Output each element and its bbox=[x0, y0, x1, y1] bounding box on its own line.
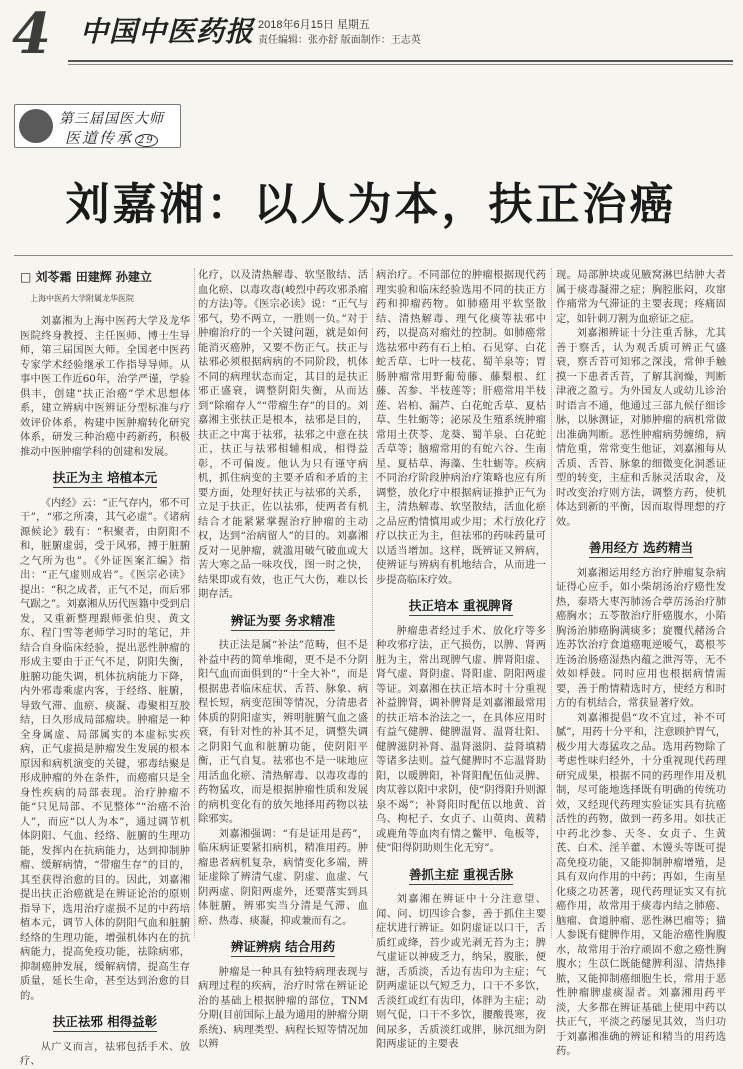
paragraph: 《内经》云：“正气存内，邪不可干”，“邪之所凑，其气必虚”。《诸病源候论》载有：“积聚者，由阴阳不和，脏腑虚弱，受于风邪，搏于脏腑之气所为也”。《外证医案汇编》指出：“正气虚则成岩”。《医宗必读》提出：“积之成者，正气不足，而后邪气踞之”。刘嘉湘从历代医籍中受到启发，又重新整理跟师张伯臾、黄文东、程门雪等老师学习时的笔记，并结合自身临床经验，提出恶性肿瘤的形成主要由于正气不足，阴阳失衡，脏腑功能失调，机体抗病能力下降，内外邪毒乘虚内客，于经络、脏腑，导致气滞、血瘀、痰凝、毒聚相互胶结，日久形成局部瘤块。肿瘤是一种全身属虚、局部属实的本虚标实疾病，正气虚损是肿瘤发生发展的根本原因和病机演变的关键，邪毒结聚是形成肿瘤的外在条件，而癌瘤只是全身性疾病的局部表现。治疗肿瘤不能“只见局部、不见整体”“治癌不治人”，而应“以人为本”，通过调节机体阴阳、气血、经络、脏腑的生理功能，发挥内在抗病能力，达到抑制肿瘤、缓解病情，“带瘤生存”的目的，其至获得治愈的目的。因此，刘嘉湘提出扶正治癌就是在辨证论治的原则指导下，选用治疗虚损不足的中药培植本元，调节人体的阴阳气血和脏腑经络的生理功能，增强机体内在的抗病能力，提高免疫功能，祛除病邪，抑制癌肿发展，缓解病情，提高生存质量，延长生命，甚至达到治愈的目的。 bbox=[20, 496, 191, 1002]
page-number: 4 bbox=[12, 1, 51, 67]
section-heading bbox=[376, 599, 546, 614]
header-rule-thin bbox=[68, 64, 733, 65]
article-column-1 bbox=[20, 314, 191, 1067]
section-heading-text: 扶正培本 重视脾肾 bbox=[409, 598, 513, 616]
article-title: 刘嘉湘：以人为本，扶正治癌 bbox=[65, 179, 677, 230]
paragraph: 刘嘉湘运用经方治疗肿瘤复杂病证得心应手，如小柴胡汤治疗癌性发热，泰塔大枣泻肺汤合葶苈汤治疗肺癌胸水；五苓散治疗肝癌腹水，小陷胸汤治肺癌胸满痰多；旋覆代赭汤合连苏饮治疗食道癌呃逆嗳气，葛根芩连汤治肠癌湿热内蕴之泄泻等，无不效如桴鼓。同时应用也根据病情需要，善于酌情精选时方，使经方和时方的有机结合，常获显著疗效。 bbox=[556, 566, 726, 709]
column-number: 29 bbox=[135, 134, 158, 147]
column-separator bbox=[551, 268, 552, 938]
issue-info bbox=[258, 18, 421, 48]
article-column-2 bbox=[198, 268, 368, 1050]
editors-line: 责任编辑：张亦舒 版面制作：王志英 bbox=[258, 35, 421, 46]
author-affiliation: 上海中医药大学附属龙华医院 bbox=[30, 294, 134, 303]
newspaper-masthead: 中国中医药报 bbox=[80, 15, 255, 48]
section-heading bbox=[20, 471, 190, 486]
section-heading-text: 扶正为主 培植本元 bbox=[53, 470, 157, 488]
paragraph: 刘嘉湘强调：“有是证用是药”，临床病证要紧扣病机，精准用药。肿瘤患者病机复杂，病情变化多端，辨证虚除了辨清气虚、阴虚、血虚、气阴两虚、阴阳两虚外，还要落实到具体脏腑，辨邪实当分清是气滞、血瘀、热毒、痰凝，抑或兼而有之。 bbox=[198, 827, 368, 927]
section-heading-text: 善抓主症 重视舌脉 bbox=[409, 867, 513, 885]
paragraph: 刘嘉湘辨证十分注重舌脉，尤其善于察舌，认为观舌质可辨正气盛衰，察舌苔可知邪之深浅，常伸手触摸一下患者舌苔，了解其润燥，判断津液之盈亏。为外国友人或幼儿诊治时语言不通，他通过三部九候仔细诊脉，以脉测证，对肺肿瘤的病机常做出准确判断。恶性肿瘤病势缠绵，病情危重，常常变生他证，刘嘉湘每从舌质、舌苔、脉象的细微变化洞悉证型的转变，主症和舌脉灵活取舍，及时改变治疗则方法，调整方药，使机体达到新的平衡，因而取得理想的疗效。 bbox=[556, 327, 726, 528]
paragraph: 扶正法是属“补法”范畴，但不是补益中药的简单堆砌，更不是不分阴阳气血而面俱到的“十全大补”，而是根据患者临床症状、舌苔、脉象、病程长短，病变范围等情况，分清患者体质的阴阳虚实，辨明脏腑气血之盛衰，有针对性的补其不足，调整失调之阴阳气血和脏腑功能，使阴阳平衡，正气自复。祛邪也不是一味地应用活血化瘀、清热解毒、以毒攻毒的药物猛攻，而是根据肿瘤性质和发展的病机变化有的放矢地择用药物以祛除邪实。 bbox=[198, 639, 368, 825]
paragraph: 刘嘉湘在辨证中十分注意望、闻、问、切四诊合参，善于抓住主要症状进行辨证。如阴虚证以口干，舌质红或绛，苔少或光剥无苔为主；脾气虚证以神疲乏力，纳呆，腹胀，便溏，舌质淡，舌边有齿印为主症；气阴两虚证以气短乏力，口干不多饮，舌淡红或红有齿印，体胖为主症；动则气促，口干不多饮，腰酸畏寒，夜间尿多，舌质淡红或胖，脉沉细为阴阳两虚证的主要表 bbox=[376, 893, 546, 1050]
paragraph: 肿瘤是一种具有独特病理表现与病理过程的疾病，治疗时常在辨证论治的基础上根据肿瘤的部位，TNM分期(目前国际上最为通用的肿瘤分期系统)、病理类型、病程长短等情况加以辨 bbox=[198, 965, 368, 1050]
page-header bbox=[0, 0, 743, 70]
section-heading bbox=[198, 614, 368, 629]
column-name: 第三届国医大师 bbox=[59, 111, 164, 127]
column-separator bbox=[372, 268, 373, 938]
section-heading bbox=[556, 541, 726, 556]
paragraph: 病治疗。不同部位的肿瘤根据现代药理实验和临床经验选用不同的扶正方药和抑瘤药物。如肺癌用平软坚散结、清热解毒、理气化痰等祛邪中药，以提高对瘤灶的控制。如肺癌常选祛邪中药有石上柏、石见穿、白花蛇舌草、七叶一枝花、蜀羊泉等；胃肠肿瘤常用野葡萄藤、藤梨根、红藤、苦参、半枝莲等；肝癌常用半枝莲、岩柏、漏芦、白花蛇舌草、夏枯草、生牡蛎等；泌尿及生殖系统肿瘤常用土茯苓、龙葵、蜀羊泉、白花蛇舌草等；脑瘤常用的有蛇六谷、生南星、夏枯草、海藻、生牡蛎等。疾病不同治疗阶段肿病治疗策略也应有所调整，放化疗中根据病证推护正气为主，清热解毒、软坚散结，活血化瘀之品应酌情慎用或少用；术行放化疗疗以扶正为主，但祛邪的药味药量可以适当增加。这样，既辨证又辨病，使辨证与辨病有机地结合，从而进一步提高临床疗效。 bbox=[376, 269, 546, 586]
column-subtitle bbox=[65, 127, 158, 148]
title-rule bbox=[14, 255, 733, 256]
section-heading-text: 辨证为要 务求精准 bbox=[231, 613, 335, 631]
paragraph: 肿瘤患者经过手术、放化疗等多种攻邪疗法，正气损伤，以脾、肾两脏为主，常出现脾气虚、脾肾阳虚、肾气虚、肾阴虚、肾阳虚、阴阳两虚等证。刘嘉湘在扶正培本时十分重视补益脾肾，调补脾肾是刘嘉湘最常用的扶正培本治法之一，在具体应用时有益气健脾、健脾温肾、温肾壮阳、健脾滋阴补肾、温肾滋阴、益肾填精等诸多法则。益气健脾时不忘温肾助阳，以暖脾阳，补肾阳配伍仙灵脾、肉苁蓉以阳中求阴，使“阴得阳升则源泉不竭”；补肾阳时配伍以地黄、首乌、枸杞子、女贞子、山萸肉、黄精或鹿角等血肉有情之鳖甲、龟板等，使“阳得阴助则生化无穷”。 bbox=[376, 624, 547, 854]
section-heading-text: 辨证辨病 结合用药 bbox=[231, 939, 335, 957]
paragraph: 刘嘉湘为上海中医药大学及龙华医院终身教授、主任医师、博士生导师，第三届国医大师。全国老中医药专家学术经验继承工作指导导师。从事中医工作近60年，治学严谨，学验俱丰，创建“扶正治癌”学术思想体系，建立辨病中医辨证分型标准与疗效评价体系，构建中医肿瘤转化研究体系，研发三种治癌中药新药，积极推动中医肿瘤学科的创建和发展。 bbox=[20, 315, 190, 458]
section-heading-text: 扶正祛邪 相得益彰 bbox=[53, 1014, 157, 1032]
section-heading bbox=[198, 940, 368, 955]
section-heading bbox=[376, 868, 546, 883]
paragraph: 刘嘉湘提倡“攻不宜过，补不可腻”，用药十分平和，注意顾护胃气，极少用大毒猛攻之品。选用药物除了考虑性味归经外，十分重视现代药理研究成果，根据不同的药理作用及机制，尽可能地选择既有明确的传统功效，又经现代药理实验证实具有抗癌活性的药物，做到一药多用。如扶正中药北沙参、天冬、女贞子、生黄芪、白术、淫羊藿、木馒头等既可提高免疫功能，又能抑制肿瘤增殖，是具有双向作用的中药；再如，生南星化痰之功甚著，现代药理证实又有抗癌作用，故常用于痰毒内结之肺癌、脑瘤、食道肿瘤、恶性淋巴瘤等；猫人参既有健脾作用，又能治癌性胸腹水，故常用于治疗顽固不愈之癌性胸腹水；生苡仁既能健脾利湿、清热排脓，又能抑制癌细胞生长，常用于恶性肿瘤脾虚痰湿者。刘嘉湘用药平淡，大多都在辨证基础上使用中药以扶正气，平淡之药屡见其效，当归功于刘嘉湘准确的辨证和精当的用药选药。 bbox=[556, 711, 727, 1057]
portrait-seal-icon bbox=[19, 109, 53, 143]
article-column-4 bbox=[556, 268, 727, 1057]
header-rule bbox=[68, 60, 733, 62]
article-column-3 bbox=[376, 268, 547, 1050]
paragraph: 从广义而言，祛邪包括手术、放疗、 bbox=[20, 1040, 190, 1067]
paragraph: 现。局部肿块或见腋窝淋巴结肿大者属于痰毒凝滞之症；胸腔胀闷，攻窜作痛常为气滞证的主要表现；疼痛固定，如针刺刀割为血瘀证之症。 bbox=[556, 269, 726, 325]
column-separator bbox=[194, 268, 195, 938]
article-byline: □ 刘苓霜 田建辉 孙建立 bbox=[20, 270, 152, 284]
column-badge bbox=[14, 104, 181, 148]
paragraph: 化疗，以及清热解毒、软坚散结、活血化瘀、以毒攻毒(峻烈中药攻邪杀瘤的方法)等。《医宗必读》说：“正气与邪气，势不两立，一胜则一负。”对于肿瘤治疗的一个关键问题，就是如何能消灭癌肿，又要不伤正气。扶正与祛邪必须根据病病的不同阶段，机体不同的病理状态而定，其目的是扶正邪正盛衰，调整阴阳失衡，从而达到“除瘤存人”“带瘤生存”的目的。刘嘉湘主张扶正是根本，祛邪是目的，扶正之中寓于祛邪，祛邪之中意在扶正，扶正与祛邪相辅相成，相得益彰，不可偏废。他认为只有谨守病机，抓住病变的主要矛盾和矛盾的主要方面，处理好扶正与祛邪的关系，立足于扶正，佐以祛邪，使两者有机结合才能紧紧掌握治疗肿瘤的主动权，达到“治病留人”的目的。刘嘉湘反对一见肿瘤，就滥用破气破血或大苦大寒之品一味攻伐，图一时之快，结果即或有效，也正气大伤，难以长期存活。 bbox=[198, 269, 368, 600]
section-heading-text: 善用经方 选药精当 bbox=[589, 540, 693, 558]
column-subtitle-text: 医道传承 bbox=[65, 129, 134, 147]
section-heading bbox=[20, 1015, 190, 1030]
date-line: 2018年6月15日 星期五 bbox=[258, 19, 370, 31]
